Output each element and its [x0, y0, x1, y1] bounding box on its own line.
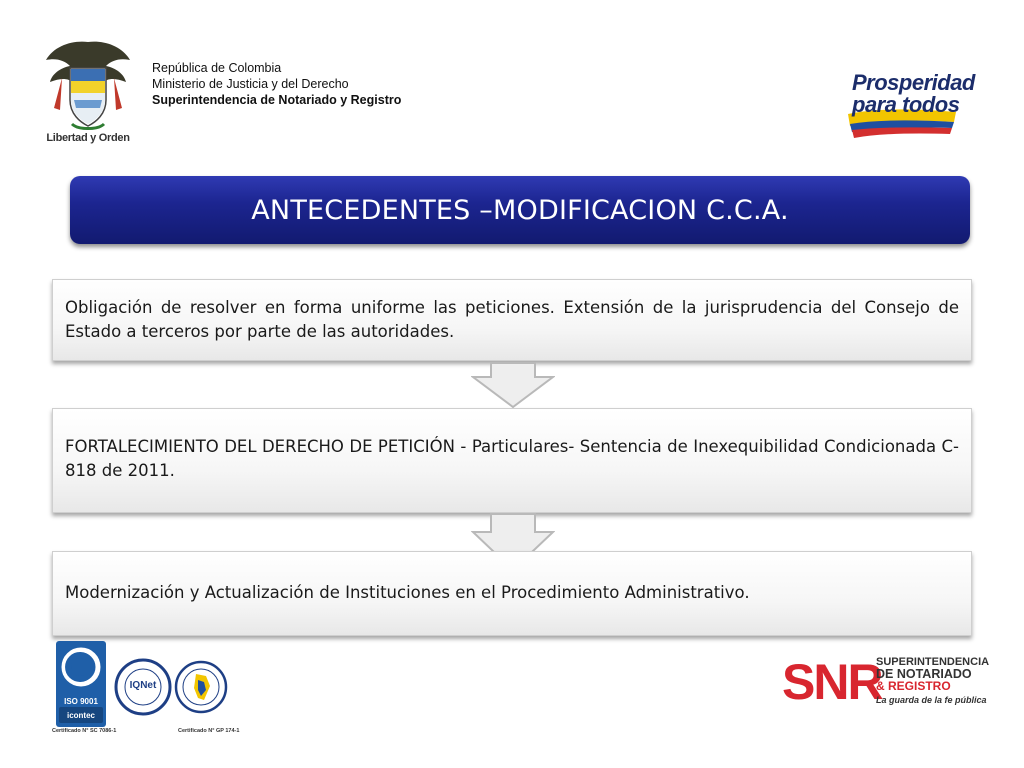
step-box-2 [52, 408, 972, 513]
coat-of-arms-logo [42, 38, 134, 150]
ntc-gp-seal [174, 660, 228, 714]
ministry-name: Ministerio de Justicia y del Derecho [152, 77, 349, 91]
slogan-line-1: Prosperidad [852, 70, 975, 95]
step-text-2: FORTALECIMIENTO DEL DERECHO DE PETICIÓN - Particulares- Sentencia de Inexequibilidad Condicionada C-818 de 2011. [65, 437, 959, 480]
snr-line-3: & REGISTRO [876, 679, 951, 693]
snr-line-2: DE NOTARIADO [876, 667, 972, 681]
snr-text-block [876, 656, 989, 706]
iso-9001-seal [56, 641, 106, 727]
step-text-1: Obligación de resolver en forma uniforme las peticiones. Extensión de la jurisprudencia del Consejo de Estado a terceros por parte de las autoridades. [65, 298, 959, 341]
snr-letters: SNR [782, 654, 882, 710]
certificate-number-right: Certificado N° GP 174-1 [178, 728, 240, 734]
colombia-map-seal-icon [174, 660, 228, 714]
prosperidad-logo [846, 66, 975, 140]
slogan-line-2: para todos [852, 92, 960, 117]
slide-title: ANTECEDENTES –MODIFICACION C.C.A. [251, 194, 789, 226]
snr-line-1: SUPERINTENDENCIA [876, 656, 990, 668]
step-box-3 [52, 551, 972, 636]
certificate-number-left: Certificado N° SC 7086-1 [52, 728, 117, 734]
step-box-1 [52, 279, 972, 361]
iqnet-label: IQNet [129, 680, 157, 691]
slide-title-bar [70, 176, 970, 244]
iqnet-seal [114, 658, 172, 716]
organization-header [152, 60, 401, 108]
eagle-shield-icon [42, 38, 134, 132]
coat-of-arms-motto: Libertad y Orden [46, 132, 130, 144]
icontec-label: icontec [66, 711, 95, 720]
country-name: República de Colombia [152, 61, 282, 75]
agency-name: Superintendencia de Notariado y Registro [152, 93, 402, 107]
down-arrow-icon [471, 361, 555, 409]
snr-tagline: La guarda de la fe pública [876, 695, 987, 705]
step-text-3: Modernización y Actualización de Instituciones en el Procedimiento Administrativo. [65, 583, 750, 602]
snr-logo [782, 654, 992, 714]
iso-label: ISO 9001 [64, 697, 98, 706]
